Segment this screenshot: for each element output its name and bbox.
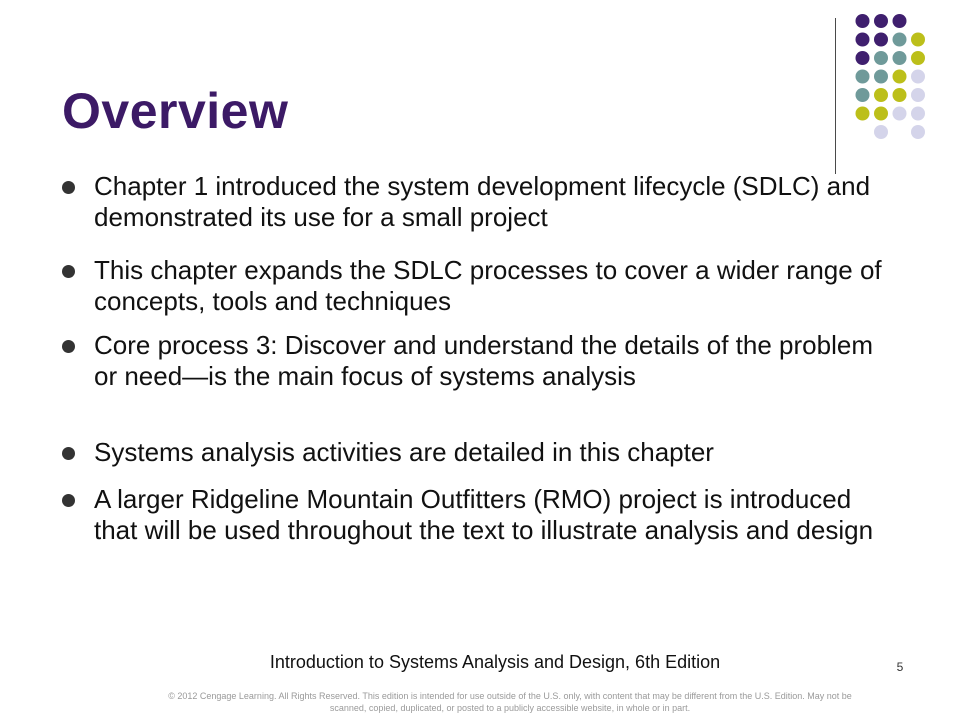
footer-book-title: Introduction to Systems Analysis and Design, 6th Edition <box>269 652 721 672</box>
decorative-dot <box>911 125 925 139</box>
bullet-text: Systems analysis activities are detailed in this chapter <box>94 437 714 467</box>
decorative-dot <box>856 107 870 121</box>
decorative-dot <box>874 33 888 47</box>
bullet-dot-icon <box>62 265 75 278</box>
decorative-dot <box>856 14 870 28</box>
decorative-dot <box>911 33 925 47</box>
slide-title: Overview <box>62 83 289 139</box>
decorative-dot <box>856 51 870 65</box>
decorative-dot <box>874 14 888 28</box>
copyright-notice: © 2012 Cengage Learning. All Rights Reserved. This edition is intended for use outside of the U.S. only, with content that may be different from the U.S. Edition. May not be scanned, copied, duplicated, or posted to a publicly accessible website, in whole or in part. <box>168 691 852 713</box>
decorative-dot <box>911 107 925 121</box>
bullet-dot-icon <box>62 447 75 460</box>
decorative-dot <box>911 51 925 65</box>
decorative-dot <box>893 33 907 47</box>
page-number: 5 <box>896 660 904 674</box>
decorative-dot <box>911 70 925 84</box>
bullet-dot-icon <box>62 340 75 353</box>
decorative-dot <box>856 33 870 47</box>
bullet-text: This chapter expands the SDLC processes to cover a wider range of concepts, tools and techniques <box>94 255 882 316</box>
bullet-text: Core process 3: Discover and understand the details of the problem or need—is the main focus of systems analysis <box>94 330 873 391</box>
decorative-dot <box>856 70 870 84</box>
bullet-dot-icon <box>62 494 75 507</box>
decorative-dot <box>893 88 907 102</box>
bullet-text: Chapter 1 introduced the system development lifecycle (SDLC) and demonstrated its use for a small project <box>94 171 871 232</box>
decorative-dot <box>874 88 888 102</box>
decorative-dot <box>874 107 888 121</box>
decorative-dot <box>856 88 870 102</box>
decorative-dot <box>893 70 907 84</box>
decorative-dot <box>893 51 907 65</box>
decorative-dot <box>893 107 907 121</box>
decorative-dot <box>893 14 907 28</box>
decorative-dot <box>874 51 888 65</box>
decorative-dot <box>911 88 925 102</box>
decorative-dot <box>874 125 888 139</box>
bullet-text: A larger Ridgeline Mountain Outfitters (RMO) project is introduced that will be used throughout the text to illustrate analysis and design <box>94 484 874 545</box>
decorative-dot <box>874 70 888 84</box>
bullet-dot-icon <box>62 181 75 194</box>
